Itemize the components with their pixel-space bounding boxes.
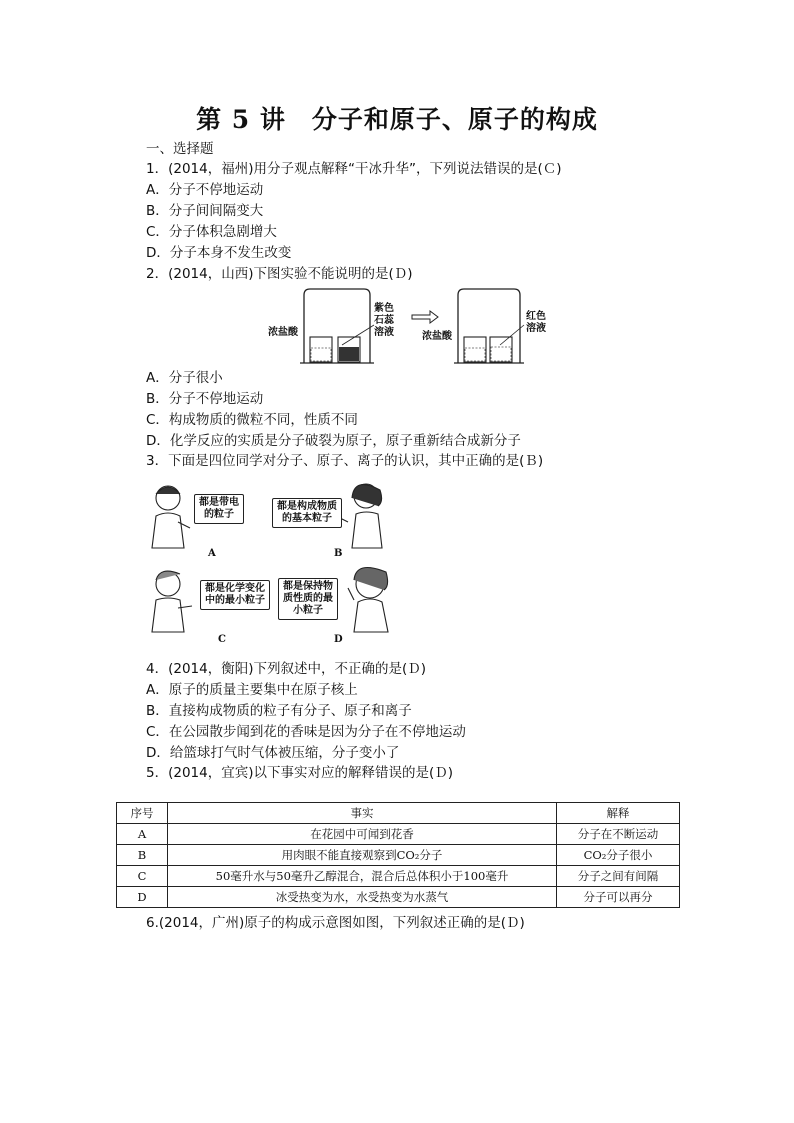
q2-option-d: D．化学反应的实质是分子破裂为原子，原子重新结合成新分子	[146, 433, 521, 449]
table-cell: CO₂分子很小	[557, 845, 680, 866]
q4-stem: 4．(2014，衡阳)下列叙述中，不正确的是(Ｄ)	[146, 661, 427, 677]
label-b: B	[334, 548, 343, 559]
q3-stem: 3．下面是四位同学对分子、原子、离子的认识，其中正确的是(Ｂ)	[146, 453, 544, 469]
q1-stem: 1．(2014，福州)用分子观点解释“干冰升华”，下列说法错误的是(Ｃ)	[146, 161, 562, 177]
table-row	[117, 845, 680, 866]
table-cell: 分子在不断运动	[557, 824, 680, 845]
label-c: C	[218, 634, 226, 645]
q4-option-d: D．给篮球打气时气体被压缩，分子变小了	[146, 745, 400, 761]
litmus-solution-label: 紫色 石蕊 溶液	[374, 303, 394, 338]
table-cell: A	[117, 824, 168, 845]
col-header-fact: 事实	[168, 803, 557, 824]
q2-option-c: C．构成物质的微粒不同，性质不同	[146, 412, 358, 428]
q2-stem: 2．(2014，山西)下图实验不能说明的是(Ｄ)	[146, 266, 413, 282]
q1-option-b: B．分子间间隔变大	[146, 203, 264, 219]
q1-option-a: A．分子不停地运动	[146, 182, 264, 198]
table-cell: C	[117, 866, 168, 887]
q2-option-b: B．分子不停地运动	[146, 391, 264, 407]
col-header-number: 序号	[117, 803, 168, 824]
table-cell: 分子可以再分	[557, 887, 680, 908]
table-cell: 用肉眼不能直接观察到CO₂分子	[168, 845, 557, 866]
red-solution-label: 红色 溶液	[526, 311, 546, 334]
q4-option-c: C．在公园散步闻到花的香味是因为分子在不停地运动	[146, 724, 466, 740]
table-cell: 50毫升水与50毫升乙醇混合，混合后总体积小于100毫升	[168, 866, 557, 887]
q2-option-a: A．分子很小	[146, 370, 223, 386]
q4-option-b: B．直接构成物质的粒子有分子、原子和离子	[146, 703, 412, 719]
table-row	[117, 887, 680, 908]
q6-stem: 6.(2014，广州)原子的构成示意图如图，下列叙述正确的是(Ｄ)	[146, 915, 525, 931]
q5-facts-table	[116, 802, 680, 908]
label-d: D	[334, 634, 343, 645]
bubble-c: 都是化学变化 中的最小粒子	[200, 580, 270, 610]
table-cell: 分子之间有间隔	[557, 866, 680, 887]
q4-option-a: A．原子的质量主要集中在原子核上	[146, 682, 358, 698]
col-header-explanation: 解释	[557, 803, 680, 824]
page-title: 第 5 讲 分子和原子、原子的构成	[196, 105, 598, 134]
table-row	[117, 866, 680, 887]
left-acid-label: 浓盐酸	[268, 327, 298, 338]
section-heading: 一、选择题	[146, 141, 214, 157]
q5-stem: 5．(2014，宜宾)以下事实对应的解释错误的是(Ｄ)	[146, 765, 454, 781]
q3-students-figure	[148, 476, 408, 645]
table-row	[117, 824, 680, 845]
bubble-b: 都是构成物质 的基本粒子	[272, 498, 342, 528]
bubble-a: 都是带电 的粒子	[194, 494, 244, 524]
table-header-row	[117, 803, 680, 824]
table-cell: D	[117, 887, 168, 908]
table-cell: 在花园中可闻到花香	[168, 824, 557, 845]
q2-experiment-figure	[262, 285, 562, 370]
bell-jar-diagram	[262, 285, 562, 370]
table-cell: B	[117, 845, 168, 866]
q1-option-d: D．分子本身不发生改变	[146, 245, 292, 261]
label-a: A	[208, 548, 216, 559]
q1-option-c: C．分子体积急剧增大	[146, 224, 277, 240]
table-cell: 冰受热变为水，水受热变为水蒸气	[168, 887, 557, 908]
right-acid-label: 浓盐酸	[422, 331, 452, 342]
bubble-d: 都是保持物 质性质的最 小粒子	[278, 578, 338, 620]
